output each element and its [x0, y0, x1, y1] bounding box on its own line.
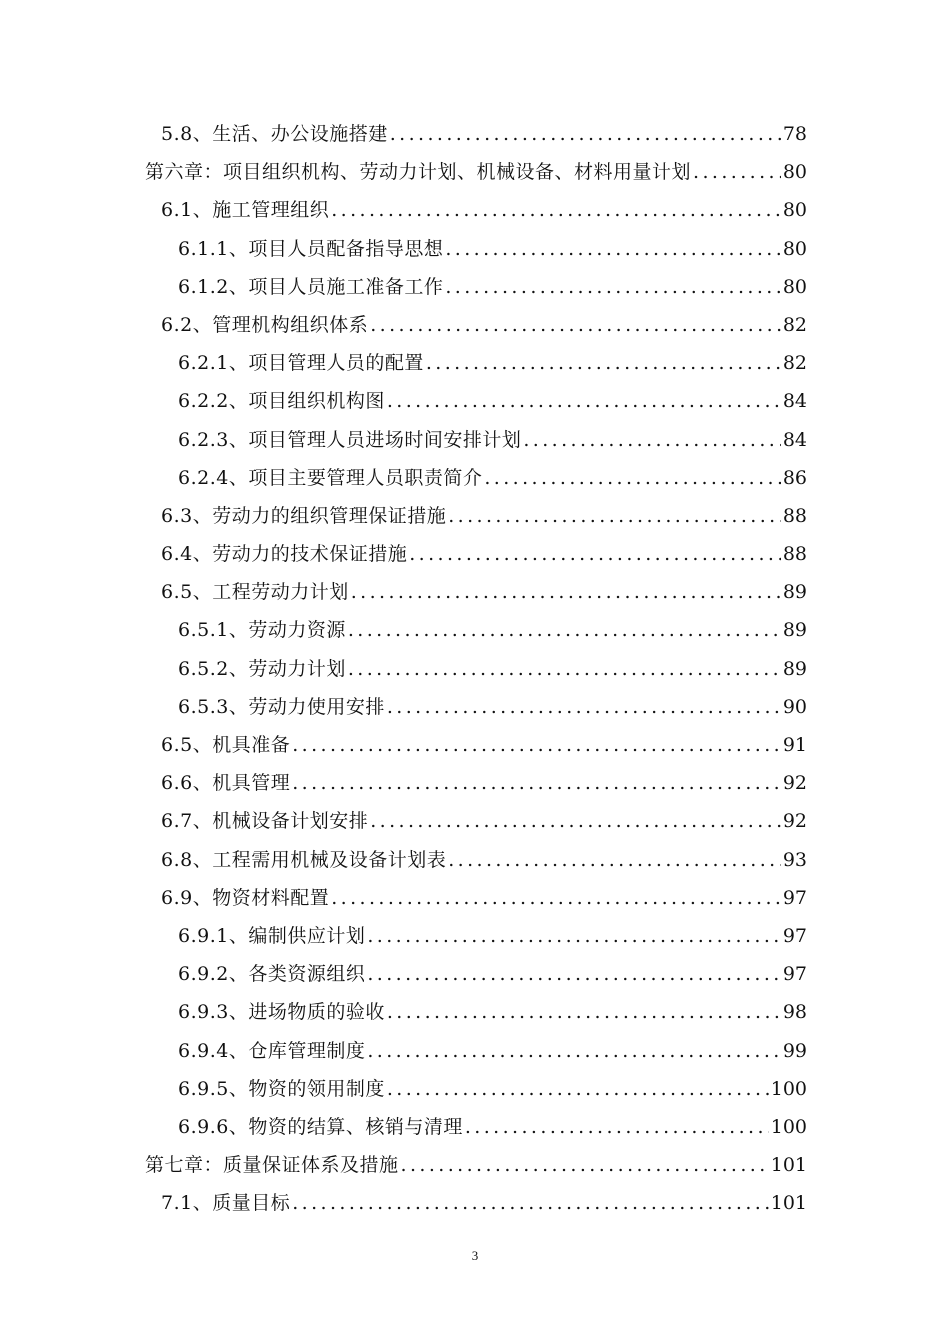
toc-entry-title: 6.2.1、项目管理人员的配置 [178, 352, 424, 375]
toc-dot-leader [448, 849, 781, 871]
toc-entry-page: 91 [782, 734, 807, 756]
toc-dot-leader [292, 1192, 769, 1214]
toc-entry-title: 6.5、机具准备 [161, 734, 291, 756]
toc-entry-page: 80 [782, 275, 807, 298]
toc-entry[interactable] [145, 539, 807, 577]
toc-entry-page: 90 [782, 695, 807, 718]
toc-entry[interactable] [145, 845, 807, 883]
toc-entry[interactable] [145, 348, 807, 386]
toc-dot-leader [445, 276, 780, 298]
toc-entry-page: 88 [782, 543, 807, 566]
toc-entry-title: 6.2.3、项目管理人员进场时间安排计划 [178, 428, 522, 451]
toc-dot-leader [367, 925, 780, 947]
toc-entry-page: 100 [770, 1115, 807, 1138]
toc-dot-leader [370, 314, 781, 336]
toc-entry[interactable] [145, 119, 807, 157]
toc-entry-page: 92 [782, 772, 807, 795]
toc-entry[interactable] [145, 692, 807, 730]
toc-entry-page: 101 [770, 1154, 807, 1177]
toc-entry[interactable] [145, 234, 807, 272]
toc-entry-title: 6.1、施工管理组织 [161, 199, 330, 222]
toc-entry[interactable] [145, 1150, 807, 1188]
toc-entry[interactable] [145, 921, 807, 959]
toc-entry[interactable] [145, 1036, 807, 1074]
toc-entry-page: 100 [770, 1077, 807, 1100]
toc-entry-title: 6.9、物资材料配置 [161, 886, 330, 909]
toc-entry[interactable] [145, 959, 807, 997]
toc-entry-title: 6.9.4、仓库管理制度 [178, 1039, 366, 1062]
toc-dot-leader [693, 161, 781, 183]
toc-dot-leader [370, 810, 781, 832]
toc-entry-page: 89 [782, 619, 807, 642]
toc-entry[interactable] [145, 425, 807, 463]
page-number: 3 [471, 1248, 479, 1263]
toc-entry-page: 80 [782, 161, 807, 184]
toc-dot-leader [523, 429, 780, 451]
toc-dot-leader [367, 963, 780, 985]
toc-entry-page: 88 [782, 504, 807, 527]
toc-entry[interactable] [145, 386, 807, 424]
toc-entry-title: 6.5.3、劳动力使用安排 [178, 695, 385, 718]
toc-dot-leader [348, 619, 781, 641]
toc-entry[interactable] [145, 883, 807, 921]
toc-entry[interactable] [145, 501, 807, 539]
toc-entry[interactable] [145, 157, 807, 195]
toc-entry-title: 6.9.2、各类资源组织 [178, 963, 366, 986]
toc-entry[interactable] [145, 1074, 807, 1112]
toc-dot-leader [367, 1040, 780, 1062]
toc-dot-leader [484, 467, 780, 489]
toc-dot-leader [292, 772, 781, 794]
toc-dot-leader [426, 352, 781, 374]
toc-dot-leader [348, 658, 781, 680]
toc-dot-leader [387, 1078, 769, 1100]
toc-dot-leader [448, 505, 781, 527]
toc-entry-page: 78 [782, 123, 807, 145]
toc-dot-leader [409, 543, 781, 565]
toc-entry-page: 99 [782, 1039, 807, 1062]
toc-entry-page: 86 [782, 466, 807, 489]
toc-dot-leader [387, 1001, 781, 1023]
table-of-contents [145, 119, 807, 1226]
toc-entry-title: 6.2.2、项目组织机构图 [178, 390, 385, 413]
toc-dot-leader [292, 734, 781, 756]
toc-entry-title: 6.7、机械设备计划安排 [161, 810, 369, 833]
toc-entry-title: 6.1.1、项目人员配备指导思想 [178, 237, 444, 260]
toc-entry-page: 82 [782, 313, 807, 336]
toc-entry[interactable] [145, 730, 807, 768]
toc-entry-title: 6.9.5、物资的领用制度 [178, 1077, 385, 1100]
toc-entry-page: 84 [782, 428, 807, 451]
toc-entry-title: 6.5.1、劳动力资源 [178, 619, 346, 642]
toc-dot-leader [331, 887, 781, 909]
toc-entry-title: 6.9.6、物资的结算、核销与清理 [178, 1115, 463, 1138]
toc-dot-leader [387, 696, 781, 718]
toc-entry[interactable] [145, 195, 807, 233]
toc-entry-page: 98 [782, 1001, 807, 1024]
toc-entry-title: 6.5.2、劳动力计划 [178, 657, 346, 680]
toc-entry[interactable] [145, 310, 807, 348]
toc-entry-page: 89 [782, 581, 807, 604]
toc-entry-title: 5.8、生活、办公设施搭建 [161, 123, 388, 145]
toc-entry[interactable] [145, 768, 807, 806]
toc-dot-leader [387, 390, 781, 412]
toc-entry-page: 82 [782, 352, 807, 375]
toc-entry-page: 84 [782, 390, 807, 413]
toc-entry-title: 6.9.1、编制供应计划 [178, 924, 366, 947]
toc-entry-title: 7.1、质量目标 [161, 1192, 291, 1215]
toc-entry-title: 6.5、工程劳动力计划 [161, 581, 349, 604]
toc-dot-leader [401, 1154, 769, 1176]
toc-entry[interactable] [145, 654, 807, 692]
toc-entry-page: 97 [782, 924, 807, 947]
toc-entry-title: 第七章：质量保证体系及措施 [145, 1154, 399, 1177]
toc-entry-title: 6.1.2、项目人员施工准备工作 [178, 275, 444, 298]
toc-dot-leader [351, 581, 781, 603]
toc-entry-page: 93 [782, 848, 807, 871]
toc-entry-page: 101 [770, 1192, 807, 1215]
toc-entry-title: 6.8、工程需用机械及设备计划表 [161, 848, 447, 871]
toc-entry-title: 6.2、管理机构组织体系 [161, 313, 369, 336]
toc-entry-title: 6.9.3、进场物质的验收 [178, 1001, 385, 1024]
toc-entry[interactable] [145, 272, 807, 310]
toc-entry-page: 97 [782, 886, 807, 909]
toc-entry-title: 第六章：项目组织机构、劳动力计划、机械设备、材料用量计划 [145, 161, 692, 184]
toc-entry-page: 97 [782, 963, 807, 986]
toc-entry[interactable] [145, 577, 807, 615]
toc-entry-page: 89 [782, 657, 807, 680]
toc-entry-title: 6.4、劳动力的技术保证措施 [161, 543, 408, 566]
toc-entry[interactable] [145, 615, 807, 653]
toc-dot-leader [331, 199, 781, 221]
toc-entry-title: 6.2.4、项目主要管理人员职责简介 [178, 466, 483, 489]
toc-entry[interactable] [145, 1112, 807, 1150]
toc-entry-title: 6.3、劳动力的组织管理保证措施 [161, 504, 447, 527]
toc-entry-page: 92 [782, 810, 807, 833]
toc-entry[interactable] [145, 1188, 807, 1226]
toc-entry-page: 80 [782, 199, 807, 222]
toc-entry-page: 80 [782, 237, 807, 260]
toc-entry[interactable] [145, 997, 807, 1035]
toc-dot-leader [445, 238, 780, 260]
toc-entry-title: 6.6、机具管理 [161, 772, 291, 795]
toc-dot-leader [465, 1116, 769, 1138]
toc-entry[interactable] [145, 463, 807, 501]
toc-entry[interactable] [145, 806, 807, 844]
toc-dot-leader [390, 123, 781, 145]
